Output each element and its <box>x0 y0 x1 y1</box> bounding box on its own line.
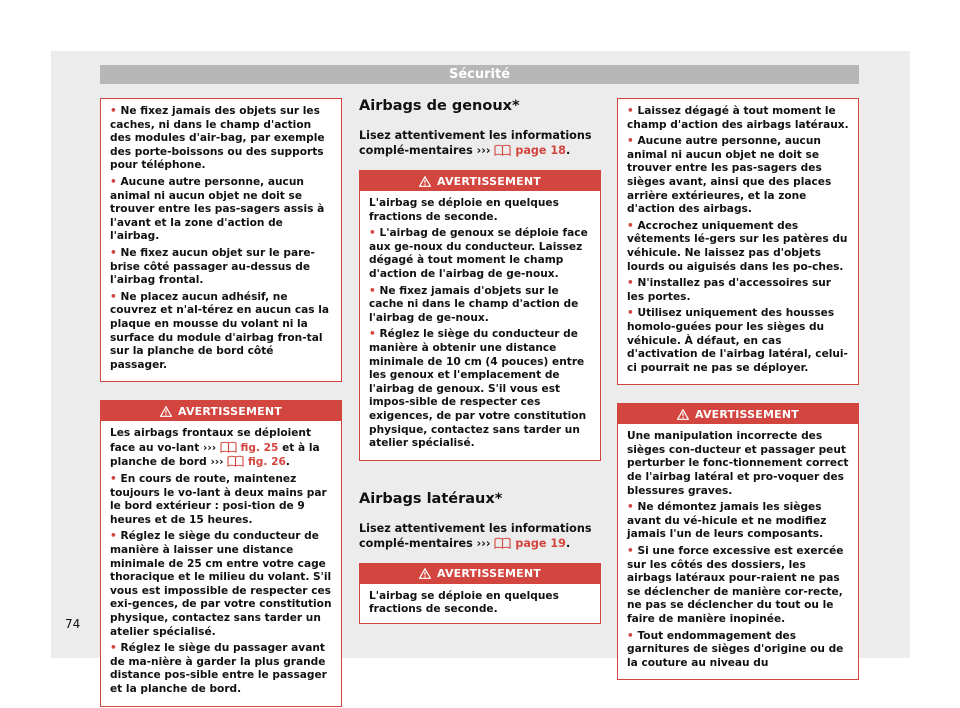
bullet-list <box>369 227 592 451</box>
book-icon <box>227 455 244 467</box>
book-icon <box>494 537 511 549</box>
list-item: • Si une force excessive est exercée sur les côtés des dossiers, les airbags latéraux pour-raient ne pas se déclencher de manière cor-recte, ne pas se déclencher du tout ou le faire de manière inopinée. <box>627 545 844 625</box>
warning-title: AVERTISSEMENT <box>694 407 799 421</box>
bullet-icon: • <box>369 328 376 341</box>
bullet-icon: • <box>369 284 376 297</box>
warning-header <box>101 401 341 421</box>
warning-header <box>360 171 600 191</box>
bullet-list <box>618 99 858 384</box>
warning-title: AVERTISSEMENT <box>436 174 541 188</box>
warning-continuation-box <box>100 98 342 382</box>
bullet-icon: • <box>369 227 376 240</box>
figure-link[interactable]: fig. 25 <box>240 441 279 454</box>
warning-lead: L'airbag se déploie en quelques fractions de seconde. <box>369 589 559 616</box>
list-item: • Ne fixez jamais d'objets sur le cache ni dans le champ d'action de l'airbag de ge-noux. <box>369 284 579 324</box>
bullet-icon: • <box>627 545 634 558</box>
bullet-icon: • <box>110 473 117 486</box>
warning-box <box>359 563 601 624</box>
warning-header <box>360 564 600 584</box>
list-item: • Laissez dégagé à tout moment le champ d'action des airbags latéraux. <box>627 105 849 131</box>
section-title: Airbags de genoux* <box>359 98 520 114</box>
bullet-icon: • <box>110 642 117 655</box>
figure-link[interactable]: fig. 26 <box>247 456 286 469</box>
page-number: 74 <box>65 617 81 631</box>
warning-box <box>617 403 859 680</box>
page-link[interactable]: page 19 <box>515 536 566 550</box>
bullet-icon: • <box>110 175 117 188</box>
warning-box <box>359 170 601 461</box>
bullet-icon: • <box>110 105 117 117</box>
bullet-list <box>101 99 341 381</box>
book-icon <box>220 441 237 453</box>
list-item: • Réglez le siège du conducteur de manière à laisser une distance minimale de 25 cm entre votre cage thoracique et le milieu du volant. S'il vous est impossible de respecter ces exi-gences, de par votre constitution physique, contactez sans tarder un atelier spécialisé. <box>110 530 332 638</box>
list-item: • Aucune autre personne, aucun animal ni aucun objet ne doit se trouver entre les pas-sagers des sièges avant, ainsi que des places arrière extérieures, et la zone d'action des airbags. <box>627 135 832 216</box>
warning-triangle-icon <box>160 406 172 417</box>
list-item: • Ne fixez jamais des objets sur les caches, ni dans le champ d'action des modules d'air-bag, par exemple des porte-boissons ou des supports pour téléphone. <box>110 105 325 172</box>
bullet-icon: • <box>627 219 634 232</box>
bullet-icon: • <box>110 530 117 543</box>
list-item: • Accrochez uniquement des vêtements lé-gers sur les patères du véhicule. Ne laissez pas d'objets lourds ou aiguisés dans les po-ches. <box>627 219 848 273</box>
list-item: • Utilisez uniquement des housses homolo-guées pour les sièges du véhicule. À défaut, en cas d'activation de l'airbag latéral, celui-ci pourrait ne pas se déployer. <box>627 307 848 374</box>
list-item: • L'airbag de genoux se déploie face aux ge-noux du conducteur. Laissez dégagé à tout moment le champ d'action de l'airbag de ge-noux. <box>369 227 588 280</box>
warning-title: AVERTISSEMENT <box>436 567 541 581</box>
bullet-icon: • <box>110 246 117 259</box>
list-item: • Réglez le siège du conducteur de manière à obtenir une distance minimale de 10 cm (4 pouces) entre les genoux et l'emplacement de l'airbag de genoux. S'il vous est impos-sible de respecter ces exigences, de par votre constitution physique, contactez sans tarder un atelier spécialisé. <box>369 328 587 450</box>
warning-lead: Une manipulation incorrecte des sièges con-ducteur et passager peut perturber le fonc-tionnement correct de l'airbag latéral et pro-voquer des blessures graves. <box>627 430 849 497</box>
bullet-icon: • <box>627 105 634 117</box>
warning-triangle-icon <box>419 568 431 579</box>
warning-continuation-box <box>617 98 859 385</box>
bullet-icon: • <box>627 629 634 642</box>
list-item: • Ne placez aucun adhésif, ne couvrez et n'al-térez en aucun cas la plaque en mousse du volant ni la surface du module d'airbag fron-tal sur la planche de bord côté passager. <box>110 290 330 371</box>
bullet-list <box>110 473 333 697</box>
bullet-icon: • <box>627 501 634 514</box>
list-item: • Aucune autre personne, aucun animal ni aucun objet ne doit se trouver entre les pas-sagers assis à l'avant et la zone d'action de l'airbag. <box>110 175 325 243</box>
warning-header <box>618 404 858 424</box>
warning-lead: L'airbag se déploie en quelques fractions de seconde. <box>369 197 559 223</box>
book-icon <box>494 144 511 156</box>
list-item: • En cours de route, maintenez toujours le vo-lant à deux mains par le bord extérieur : posi-tion de 9 heures et de 15 heures. <box>110 473 327 526</box>
list-item: • Tout endommagement des garnitures de sièges d'origine ou de la couture au niveau du <box>627 629 844 669</box>
section-intro: Lisez attentivement les informations complé-mentaires ››› page 18. <box>359 129 592 157</box>
section-title: Airbags latéraux* <box>359 490 503 507</box>
page-link[interactable]: page 18 <box>515 144 566 157</box>
section-header: Sécurité <box>100 65 859 84</box>
bullet-icon: • <box>110 290 117 303</box>
section-intro: Lisez attentivement les informations complé-mentaires ››› page 19. <box>359 521 592 550</box>
bullet-icon: • <box>627 135 634 148</box>
list-item: • N'installez pas d'accessoires sur les portes. <box>627 277 832 303</box>
warning-title: AVERTISSEMENT <box>177 404 282 418</box>
list-item: • Réglez le siège du passager avant de ma-nière à garder la plus grande distance pos-sible entre le passager et la planche de bord. <box>110 642 327 695</box>
list-item: • Ne fixez aucun objet sur le pare-brise côté passager au-dessus de l'airbag frontal. <box>110 246 315 287</box>
warning-triangle-icon <box>677 409 689 420</box>
list-item: • Ne démontez jamais les sièges avant du vé-hicule et ne modifiez jamais l'un de leurs composants. <box>627 501 827 541</box>
warning-box <box>100 400 342 706</box>
warning-intro: Les airbags frontaux se déploient face au vo-lant ››› fig. 25 et à la planche de bord ››› fig. 26. <box>110 427 320 469</box>
bullet-icon: • <box>627 277 634 290</box>
bullet-icon: • <box>627 307 634 320</box>
warning-triangle-icon <box>419 176 431 187</box>
bullet-list <box>627 501 850 670</box>
